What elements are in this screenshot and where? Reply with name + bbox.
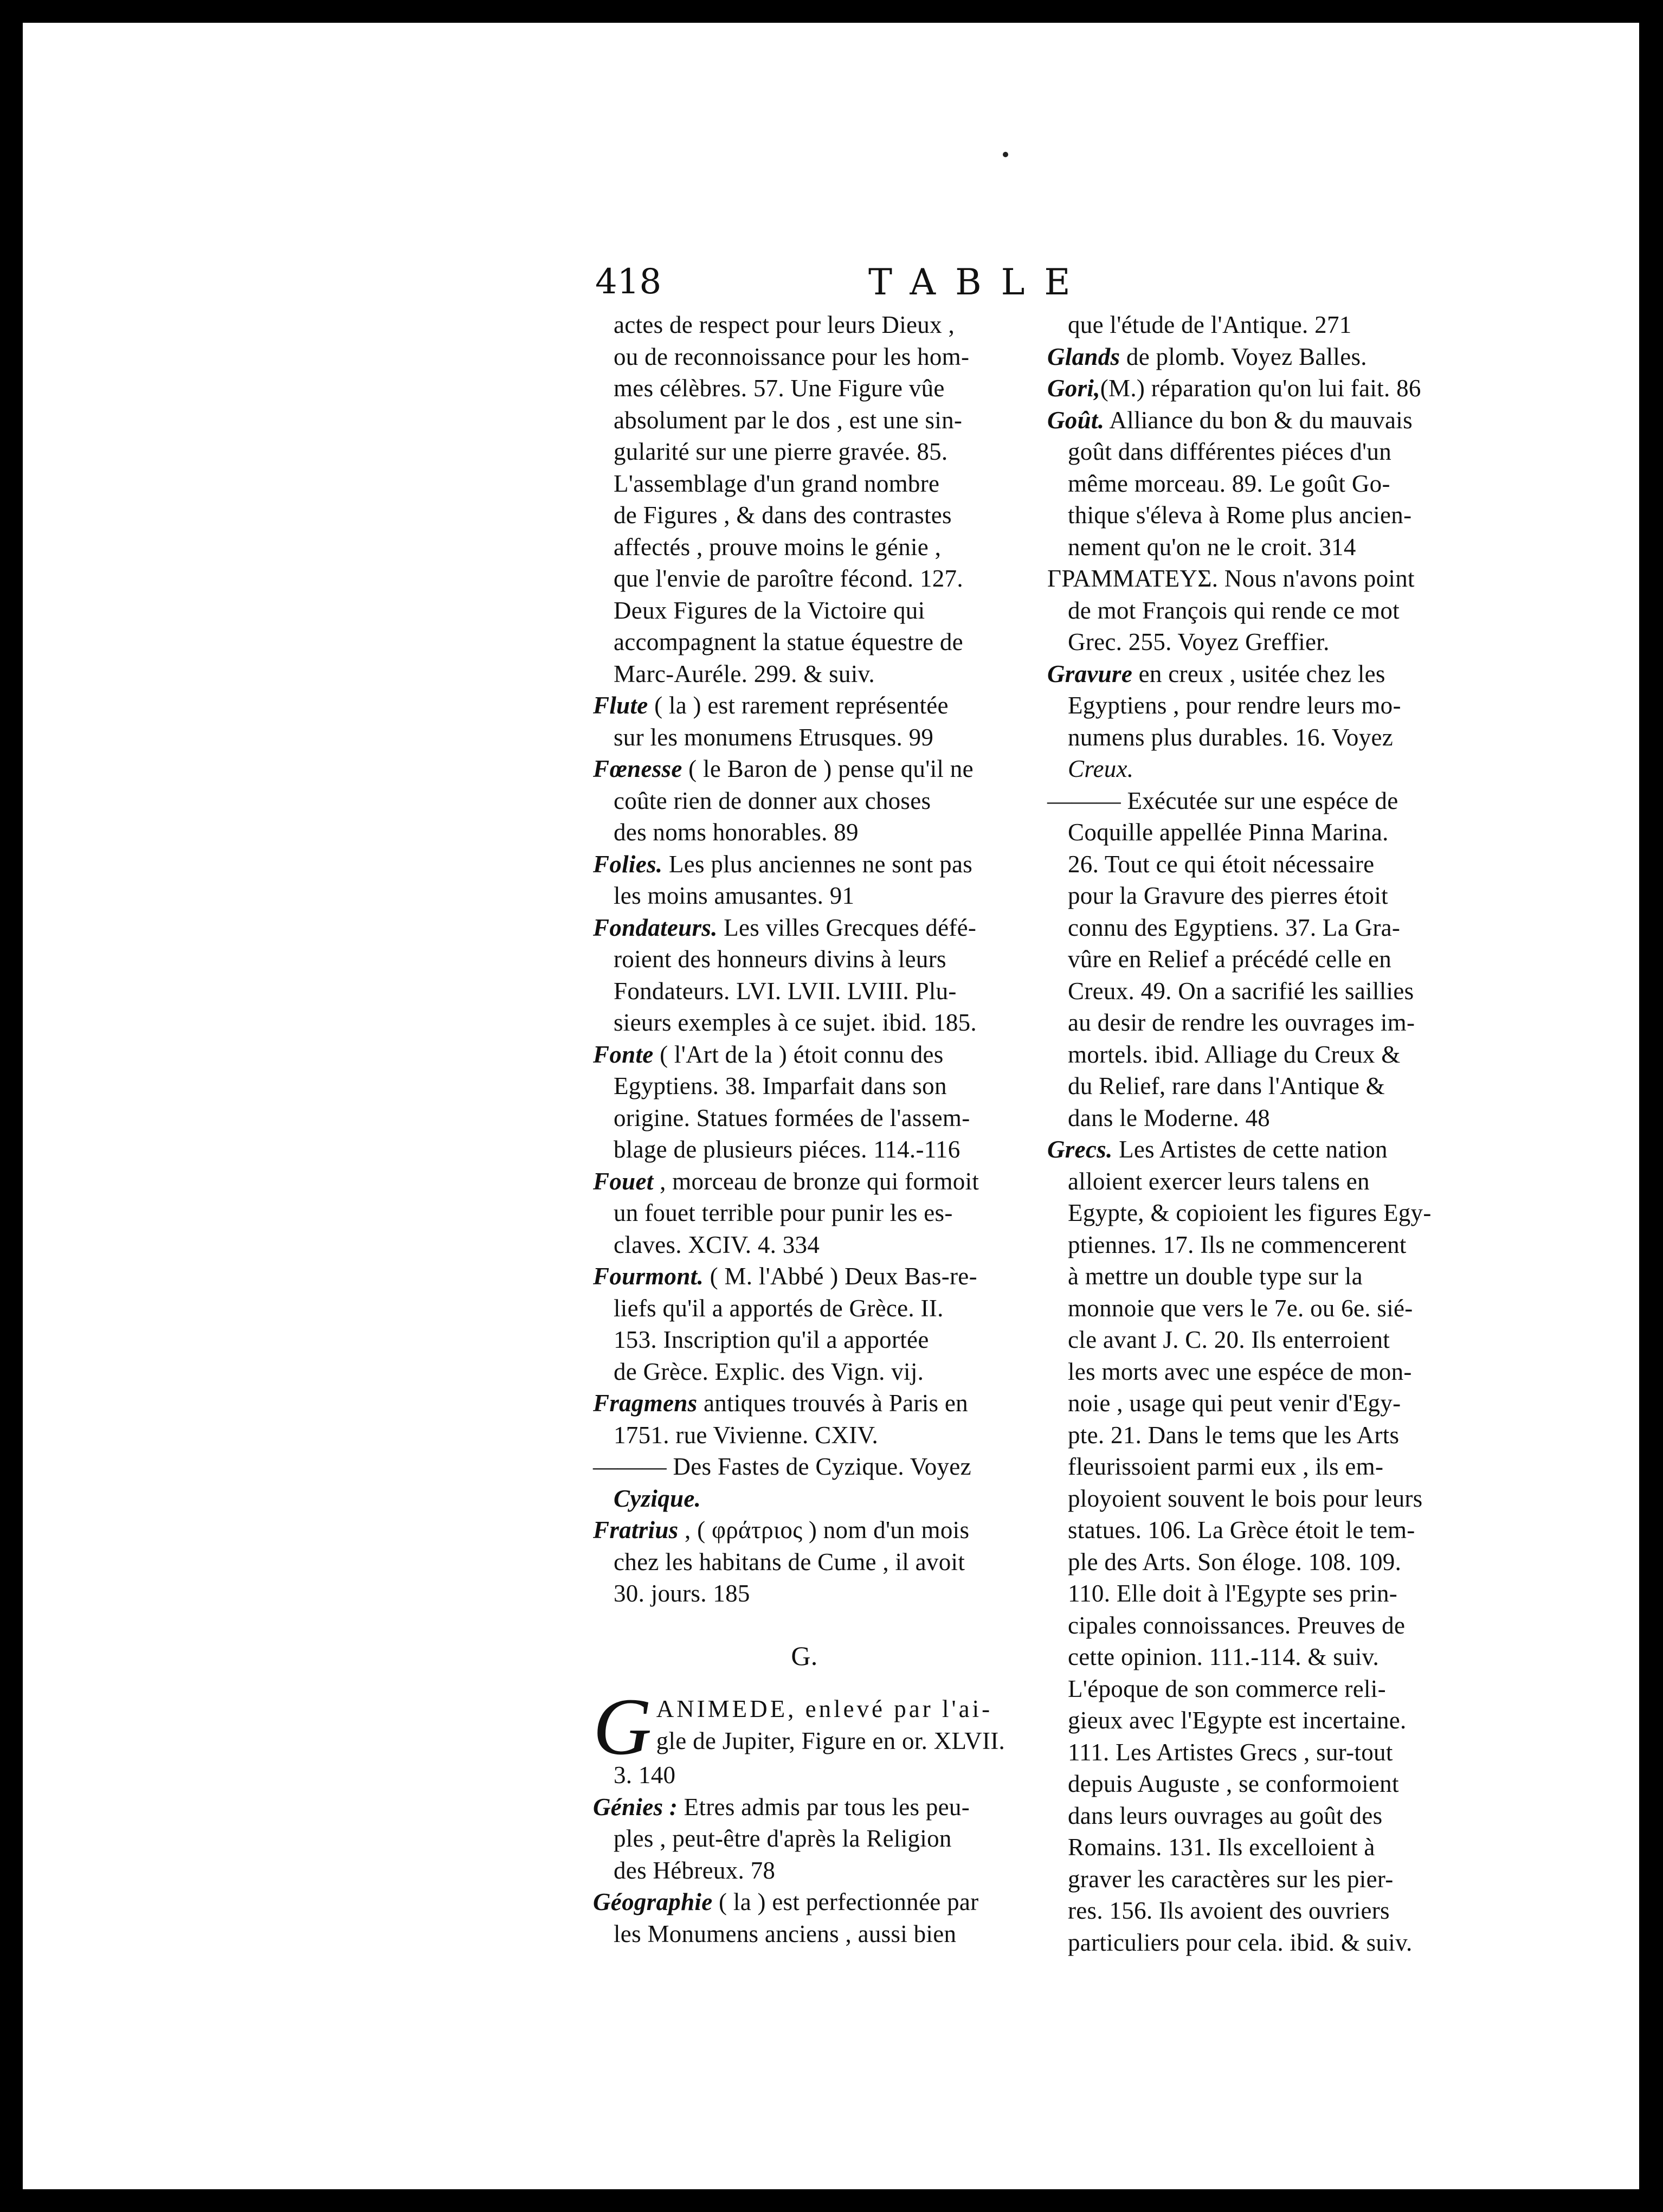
index-entry-fourmont bbox=[593, 1261, 1016, 1387]
entry-text: ANIMEDE, enlevé par l'ai- bbox=[656, 1695, 993, 1722]
entry-text: dans le Moderne. 48 bbox=[1068, 1104, 1271, 1131]
entry-text: claves. XCIV. 4. 334 bbox=[614, 1231, 820, 1258]
entry-text: Egypte, & copioient les figures Egy- bbox=[1068, 1199, 1432, 1226]
entry-text: 111. Les Artistes Grecs , sur-tout bbox=[1068, 1738, 1393, 1766]
entry-headword: Géographie bbox=[593, 1888, 713, 1915]
entry-text: particuliers pour cela. ibid. & suiv. bbox=[1068, 1928, 1413, 1956]
drop-cap: G bbox=[593, 1682, 652, 1772]
right-continuation bbox=[1047, 309, 1481, 341]
entry-text: ( l'Art de la ) étoit connu des bbox=[653, 1040, 944, 1068]
index-entry-grecs bbox=[1047, 1134, 1481, 1958]
entry-text: Alliance du bon & du mauvais bbox=[1104, 406, 1413, 434]
text-line: ou de reconnoissance pour les hom- bbox=[614, 343, 970, 370]
entry-text: à mettre un double type sur la bbox=[1068, 1263, 1363, 1290]
entry-text: alloient exercer leurs talens en bbox=[1068, 1167, 1370, 1195]
index-entry-gravure bbox=[1047, 658, 1481, 785]
entry-text: 3. 140 bbox=[614, 1761, 676, 1789]
entry-text: de mot François qui rende ce mot bbox=[1068, 596, 1400, 624]
entry-text: connu des Egyptiens. 37. La Gra- bbox=[1068, 914, 1401, 941]
entry-text: roient des honneurs divins à leurs bbox=[614, 946, 946, 973]
entry-text: ptiennes. 17. Ils ne commencerent bbox=[1068, 1231, 1407, 1258]
text-line: absolument par le dos , est une sin- bbox=[614, 406, 963, 434]
entry-headword: Fourmont. bbox=[593, 1263, 704, 1290]
entry-text: chez les habitans de Cume , il avoit bbox=[614, 1548, 965, 1576]
entry-text: depuis Auguste , se conformoient bbox=[1068, 1770, 1399, 1797]
text-line: que l'étude de l'Antique. 271 bbox=[1068, 311, 1352, 338]
text-line: de Figures , & dans des contrastes bbox=[614, 501, 952, 529]
entry-text: antiques trouvés à Paris en bbox=[697, 1390, 968, 1417]
running-head: TABLE bbox=[868, 261, 1090, 303]
text-line: Deux Figures de la Victoire qui bbox=[614, 596, 925, 624]
entry-text: 153. Inscription qu'il a apportée bbox=[614, 1326, 929, 1353]
section-letter: G. bbox=[791, 1640, 818, 1671]
entry-text: même morceau. 89. Le goût Go- bbox=[1068, 470, 1390, 497]
entry-text: les Monumens anciens , aussi bien bbox=[614, 1920, 957, 1947]
index-entry-fastes bbox=[593, 1451, 1016, 1514]
entry-text: Les Artistes de cette nation bbox=[1112, 1136, 1388, 1163]
text-line: mes célèbres. 57. Une Figure vûe bbox=[614, 375, 945, 402]
entry-text: L'époque de son commerce reli- bbox=[1068, 1675, 1386, 1702]
entry-text: ( la ) est rarement représentée bbox=[648, 692, 949, 719]
entry-text: blage de plusieurs piéces. 114.-116 bbox=[614, 1136, 961, 1163]
entry-text: graver les caractères sur les pier- bbox=[1068, 1865, 1394, 1893]
entry-text: thique s'éleva à Rome plus ancien- bbox=[1068, 501, 1412, 529]
index-entry-genies bbox=[593, 1791, 1016, 1887]
entry-text: 1751. rue Vivienne. CXIV. bbox=[614, 1421, 879, 1449]
entry-text: Exécutée sur une espéce de bbox=[1120, 787, 1398, 814]
entry-text: (M.) réparation qu'on lui fait. 86 bbox=[1100, 375, 1421, 402]
index-entry-glands bbox=[1047, 341, 1481, 373]
entry-text: res. 156. Ils avoient des ouvriers bbox=[1068, 1897, 1390, 1924]
entry-text: Creux. bbox=[1068, 755, 1134, 782]
entry-text: fleurissoient parmi eux , ils em- bbox=[1068, 1453, 1384, 1480]
right-column bbox=[1047, 309, 1481, 1958]
entry-text: Des Fastes de Cyzique. Voyez bbox=[666, 1453, 971, 1480]
ink-speck bbox=[1003, 152, 1008, 157]
entry-text: pte. 21. Dans le tems que les Arts bbox=[1068, 1421, 1400, 1449]
text-line: actes de respect pour leurs Dieux , bbox=[614, 311, 955, 338]
entry-text: des Hébreux. 78 bbox=[614, 1856, 776, 1884]
entry-text: nement qu'on ne le croit. 314 bbox=[1068, 533, 1356, 561]
index-entry-geographie bbox=[593, 1886, 1016, 1950]
entry-text: goût dans différentes piéces d'un bbox=[1068, 438, 1392, 465]
left-continuation bbox=[593, 309, 1016, 690]
entry-headword: Génies : bbox=[593, 1793, 678, 1821]
index-entry-fonte bbox=[593, 1039, 1016, 1166]
index-entry-gori bbox=[1047, 372, 1481, 404]
entry-dash: ——— bbox=[1047, 787, 1121, 814]
index-entry-fragmens bbox=[593, 1387, 1016, 1451]
text-line: Marc-Auréle. 299. & suiv. bbox=[614, 660, 875, 687]
text-line: affectés , prouve moins le génie , bbox=[614, 533, 942, 561]
entry-headword: Fonte bbox=[593, 1040, 654, 1068]
entry-text: les moins amusantes. 91 bbox=[614, 882, 855, 909]
entry-text: dans leurs ouvrages au goût des bbox=[1068, 1802, 1383, 1829]
entry-text: numens plus durables. 16. Voyez bbox=[1068, 723, 1394, 751]
entry-text: en creux , usitée chez les bbox=[1132, 660, 1385, 687]
entry-text: ple des Arts. Son éloge. 108. 109. bbox=[1068, 1548, 1402, 1576]
entry-text: , ( φράτριος ) nom d'un mois bbox=[678, 1516, 970, 1544]
entry-text: du Relief, rare dans l'Antique & bbox=[1068, 1072, 1385, 1099]
entry-text: au desir de rendre les ouvrages im- bbox=[1068, 1009, 1415, 1036]
entry-text: Nous n'avons point bbox=[1218, 565, 1415, 592]
entry-text: Egyptiens , pour rendre leurs mo- bbox=[1068, 692, 1401, 719]
entry-headword: Gravure bbox=[1047, 660, 1133, 687]
text-line: L'assemblage d'un grand nombre bbox=[614, 470, 940, 497]
index-entry-fouet bbox=[593, 1166, 1016, 1261]
entry-text: cette opinion. 111.-114. & suiv. bbox=[1068, 1643, 1380, 1670]
entry-text: Cyzique. bbox=[614, 1484, 701, 1512]
entry-text: Coquille appellée Pinna Marina. bbox=[1068, 819, 1389, 846]
entry-text: Romains. 131. Ils excelloient à bbox=[1068, 1834, 1375, 1861]
entry-text: origine. Statues formées de l'assem- bbox=[614, 1104, 970, 1131]
entry-text: , morceau de bronze qui formoit bbox=[653, 1167, 979, 1195]
text-line: accompagnent la statue équestre de bbox=[614, 628, 963, 655]
entry-text: cipales connoissances. Preuves de bbox=[1068, 1611, 1406, 1639]
entry-text: statues. 106. La Grèce étoit le tem- bbox=[1068, 1516, 1415, 1544]
index-entry-folies bbox=[593, 848, 1016, 912]
entry-text: Les villes Grecques défé- bbox=[717, 914, 977, 941]
book-page bbox=[23, 23, 1639, 2189]
index-entry-fondateurs bbox=[593, 912, 1016, 1039]
page-number: 418 bbox=[595, 262, 662, 302]
entry-text: liefs qu'il a apportés de Grèce. II. bbox=[614, 1294, 944, 1322]
entry-text: noie , usage qui peut venir d'Egy- bbox=[1068, 1390, 1401, 1417]
entry-headword: Fœnesse bbox=[593, 755, 682, 782]
left-column bbox=[593, 309, 1016, 1950]
index-entry-foenesse bbox=[593, 753, 1016, 848]
entry-text: ployoient souvent le bois pour leurs bbox=[1068, 1484, 1423, 1512]
entry-text: un fouet terrible pour punir les es- bbox=[614, 1199, 953, 1226]
entry-text: 26. Tout ce qui étoit nécessaire bbox=[1068, 850, 1375, 878]
entry-text: sur les monumens Etrusques. 99 bbox=[614, 723, 934, 751]
index-entry-gout bbox=[1047, 404, 1481, 563]
entry-headword: Flute bbox=[593, 692, 648, 719]
entry-headword: Fragmens bbox=[593, 1390, 698, 1417]
entry-headword: Fratrius bbox=[593, 1516, 679, 1544]
entry-text: Egyptiens. 38. Imparfait dans son bbox=[614, 1072, 947, 1099]
entry-headword: Goût. bbox=[1047, 406, 1105, 434]
entry-text: mortels. ibid. Alliage du Creux & bbox=[1068, 1040, 1401, 1068]
entry-text: de plomb. Voyez Balles. bbox=[1120, 343, 1367, 370]
entry-text: ( le Baron de ) pense qu'il ne bbox=[682, 755, 974, 782]
entry-text: des noms honorables. 89 bbox=[614, 819, 859, 846]
entry-text: ples , peut-être d'après la Religion bbox=[614, 1825, 952, 1852]
text-line: que l'envie de paroître fécond. 127. bbox=[614, 565, 963, 592]
entry-text: 110. Elle doit à l'Egypte ses prin- bbox=[1068, 1580, 1398, 1607]
index-entry-fratrius bbox=[593, 1514, 1016, 1610]
entry-text: Creux. 49. On a sacrifié les saillies bbox=[1068, 977, 1414, 1005]
entry-text: coûte rien de donner aux choses bbox=[614, 787, 931, 814]
index-entry-gravure-executee bbox=[1047, 785, 1481, 1134]
entry-headword: Gori, bbox=[1047, 375, 1100, 402]
entry-text: Etres admis par tous les peu- bbox=[678, 1793, 970, 1821]
entry-headword: Folies. bbox=[593, 850, 663, 878]
entry-text: ( la ) est perfectionnée par bbox=[712, 1888, 979, 1915]
entry-text: gieux avec l'Egypte est incertaine. bbox=[1068, 1707, 1407, 1734]
index-entry-flute bbox=[593, 690, 1016, 753]
entry-dash: ——— bbox=[593, 1453, 667, 1480]
entry-headword: Fouet bbox=[593, 1167, 654, 1195]
entry-text: monnoie que vers le 7e. ou 6e. sié- bbox=[1068, 1294, 1413, 1322]
entry-headword: ΓΡΑΜΜΑΤΕΥΣ. bbox=[1047, 565, 1219, 592]
entry-headword: Fondateurs. bbox=[593, 914, 718, 941]
entry-headword: Glands bbox=[1047, 343, 1120, 370]
index-entry-ganimede bbox=[593, 1682, 1016, 1791]
entry-text: de Grèce. Explic. des Vign. vij. bbox=[614, 1358, 924, 1385]
entry-text: vûre en Relief a précédé celle en bbox=[1068, 946, 1392, 973]
entry-text: les morts avec une espéce de mon- bbox=[1068, 1358, 1412, 1385]
entry-text: cle avant J. C. 20. Ils enterroient bbox=[1068, 1326, 1390, 1353]
entry-text: pour la Gravure des pierres étoit bbox=[1068, 882, 1388, 909]
entry-text: 30. jours. 185 bbox=[614, 1580, 750, 1607]
entry-text: sieurs exemples à ce sujet. ibid. 185. bbox=[614, 1009, 977, 1036]
entry-text: Grec. 255. Voyez Greffier. bbox=[1068, 628, 1330, 655]
entry-text: Fondateurs. LVI. LVII. LVIII. Plu- bbox=[614, 977, 957, 1005]
entry-text: gle de Jupiter, Figure en or. XLVII. bbox=[656, 1727, 1005, 1754]
entry-headword: Grecs. bbox=[1047, 1136, 1113, 1163]
text-line: gularité sur une pierre gravée. 85. bbox=[614, 438, 948, 465]
entry-text: ( M. l'Abbé ) Deux Bas-re- bbox=[704, 1263, 977, 1290]
index-entry-grammateus bbox=[1047, 563, 1481, 658]
entry-text: Les plus anciennes ne sont pas bbox=[662, 850, 973, 878]
